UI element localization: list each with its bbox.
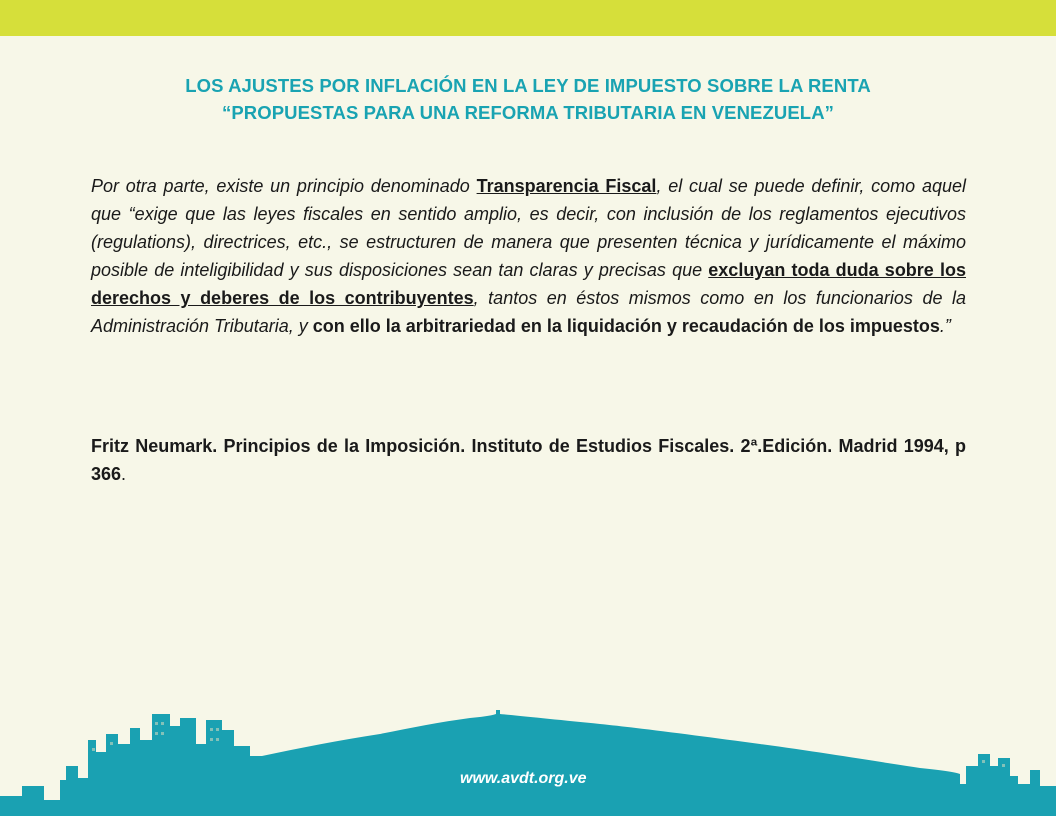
term-transparencia-fiscal: Transparencia Fiscal	[476, 176, 657, 196]
quote-emphasis-1: excluyan toda duda sobre los derechos y deberes de los contribuyentes	[91, 260, 966, 308]
citation-text: Fritz Neumark. Principios de la Imposición. Instituto de Estudios Fiscales. 2ª.Edición. Madrid 1994, p 366	[91, 436, 966, 484]
quote-closing: .”	[939, 316, 951, 336]
quote-part-2: , el cual se puede definir, como aquel que “exige que las leyes fiscales en sentido amplio, es decir, con inclusión de los reglamentos ejecutivos (regulations), directrices, etc., se estructuren de manera que presenten técnica y jurídicamente el máximo posible de inteligibilidad y sus disposiciones sean tan claras y precisas que	[91, 176, 966, 280]
title-line-2: “PROPUESTAS PARA UNA REFORMA TRIBUTARIA EN VENEZUELA”	[221, 102, 835, 123]
citation-end: .	[121, 464, 127, 484]
website-link[interactable]: www.avdt.org.ve	[460, 770, 587, 787]
quote-part-3: , tantos en éstos mismos como en los funcionarios de la Administración Tributaria, y	[91, 288, 966, 336]
quote-paragraph	[91, 172, 966, 340]
citation-paragraph	[91, 432, 966, 488]
city-skyline-illustration	[0, 700, 1056, 816]
quote-emphasis-2: con ello la arbitrariedad en la liquidación y recaudación de los impuestos	[312, 316, 940, 336]
quote-intro: Por otra parte, existe un principio denominado	[91, 176, 477, 196]
title-line-1: LOS AJUSTES POR INFLACIÓN EN LA LEY DE IMPUESTO SOBRE LA RENTA	[185, 75, 871, 96]
page-title	[0, 72, 1056, 126]
top-color-band	[0, 0, 1056, 36]
